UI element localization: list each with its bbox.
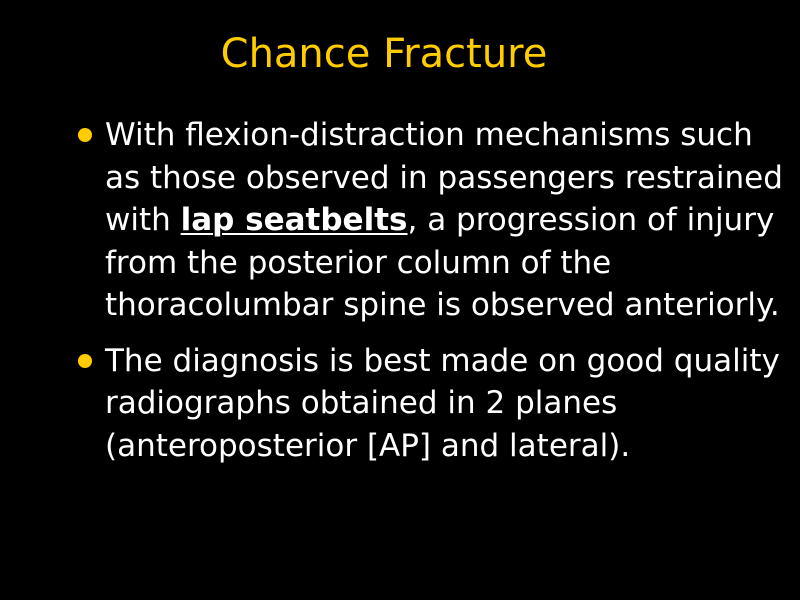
bullet-dot-icon [78,354,92,368]
bullet-text: The diagnosis is best made on good quality radiographs obtained in 2 planes (anteroposterior [AP] and lateral). [105,342,780,464]
bullet-item-mechanism [0,114,800,327]
lap-seatbelts-emphasis: lap seatbelts [180,202,408,238]
slide-title: Chance Fracture [220,31,548,77]
bullet-text-after: , a progression of injury from the posterior column of the thoracolumbar spine is observed anteriorly. [105,202,780,323]
bullet-list [0,114,800,467]
bullet-text-before: With flexion-distraction mechanisms such as those observed in passengers restrained with [105,117,783,238]
bullet-dot-icon [78,128,92,142]
bullet-item-diagnosis [0,340,800,468]
